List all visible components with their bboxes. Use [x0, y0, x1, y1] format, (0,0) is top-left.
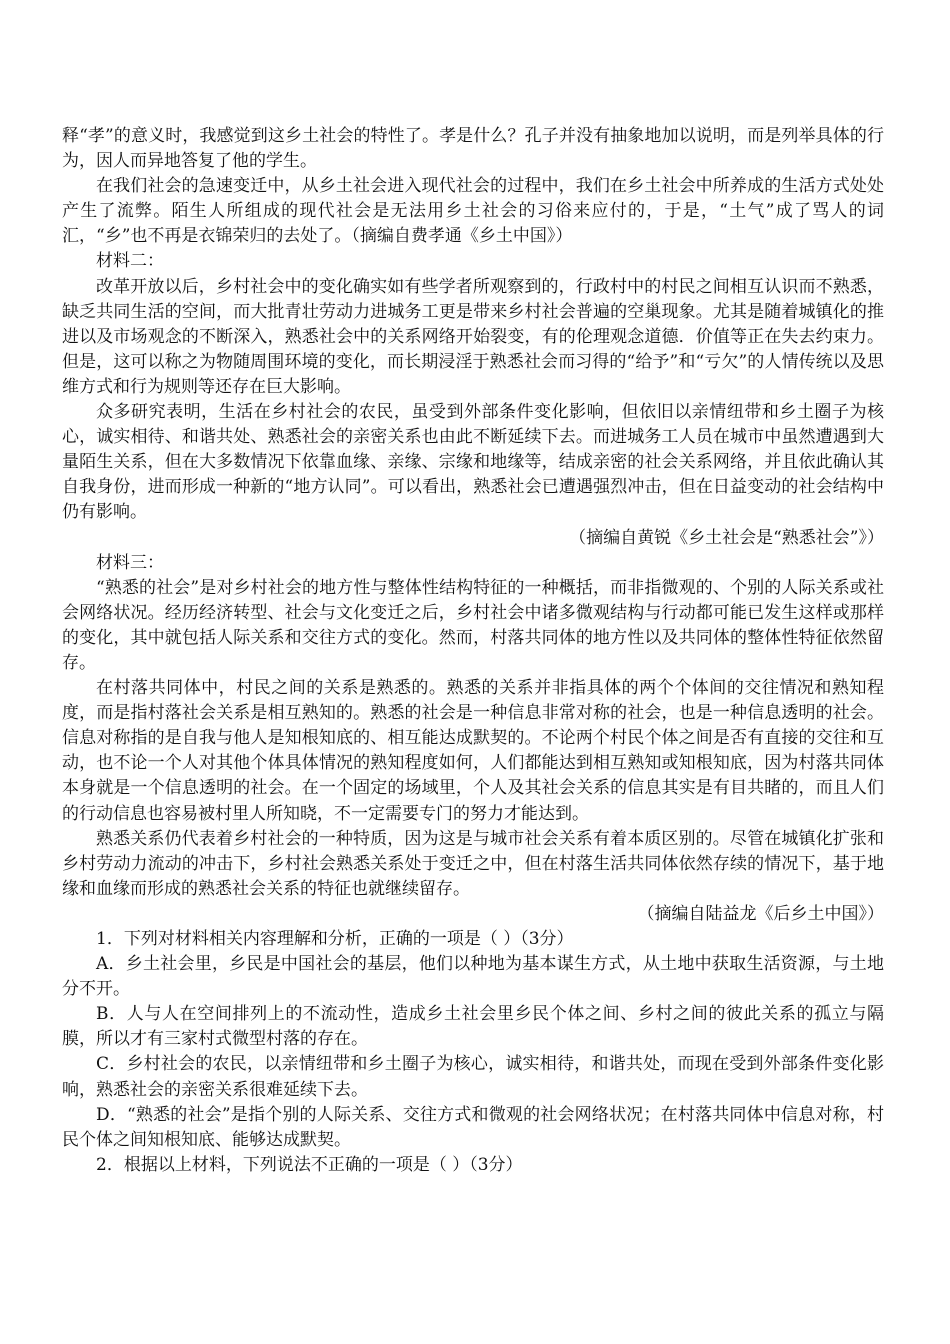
material3-paragraph-3: 熟悉关系仍代表着乡村社会的一种特质，因为这是与城市社会关系有着本质区别的。尽管在城镇化扩张和乡村劳动力流动的冲击下，乡村社会熟悉关系处于变迁之中，但在村落生活共同体依然存续的情况下，基于地缘和血缘而形成的熟悉社会关系的特征也就继续留存。: [62, 828, 884, 899]
question-2: 2．根据以上材料，下列说法不正确的一项是（ ）（3分）: [96, 1154, 523, 1175]
material2-paragraph-1: 改革开放以后，乡村社会中的变化确实如有些学者所观察到的，行政村中的村民之间相互认识而不熟悉，缺乏共同生活的空间，而大批青壮劳动力进城务工更是带来乡村社会普遍的空巢现象。尤其是随着城镇化的推进以及市场观念的不断深入，熟悉社会中的关系网络开始裂变，有的伦理观念道德．价值等正在失去约束力。但是，这可以称之为物随周围环境的变化，而长期浸淫于熟悉社会而习得的“给予”和“亏欠”的人情传统以及思维方式和行为规则等还存在巨大影响。: [62, 276, 884, 397]
material2-source: （摘编自黄锐《乡土社会是“熟悉社会”》）: [569, 527, 884, 548]
question-1-option-b: B．人与人在空间排列上的不流动性，造成乡土社会里乡民个体之间、乡村之间的彼此关系的孤立与隔膜，所以才有三家村式微型村落的存在。: [62, 1004, 884, 1050]
material3-source: （摘编自陆益龙《后乡土中国》）: [637, 903, 884, 924]
document-page: [62, 124, 884, 1178]
material2-paragraph-2: 众多研究表明，生活在乡村社会的农民，虽受到外部条件变化影响，但依旧以亲情纽带和乡土圈子为核心，诚实相待、和谐共处、熟悉社会的亲密关系也由此不断延续下去。而进城务工人员在城市中虽然遭遇到大量陌生关系，但在大多数情况下依靠血缘、亲缘、宗缘和地缘等，结成亲密的社会关系网络，并且依此确认其自我身份，进而形成一种新的“地方认同”。可以看出，熟悉社会已遭遇强烈冲击，但在日益变动的社会结构中仍有影响。: [62, 402, 884, 523]
material3-paragraph-1: “熟悉的社会”是对乡村社会的地方性与整体性结构特征的一种概括，而非指微观的、个别的人际关系或社会网络状况。经历经济转型、社会与文化变迁之后，乡村社会中诸多微观结构与行动都可能已发生这样或那样的变化，其中就包括人际关系和交往方式的变化。然而，村落共同体的地方性以及共同体的整体性特征依然留存。: [62, 577, 884, 673]
material3-paragraph-2: 在村落共同体中，村民之间的关系是熟悉的。熟悉的关系并非指具体的两个个体间的交往情况和熟知程度，而是指村落社会关系是相互熟知的。熟悉的社会是一种信息非常对称的社会，也是一种信息透明的社会。信息对称指的是自我与他人是知根知底的、相互能达成默契的。不论两个村民个体之间是否有直接的交往和互动，也不论一个人对其他个体具体情况的熟知程度如何，人们都能达到相互熟知或知根知底，因为村落共同体本身就是一个信息透明的社会。在一个固定的场域里，个人及其社会关系的信息其实是有目共睹的，而且人们的行动信息也容易被村里人所知晓，不一定需要专门的努力才能达到。: [62, 678, 884, 824]
question-1: 1．下列对材料相关内容理解和分析，正确的一项是（ ）（3分）: [96, 929, 574, 949]
question-1-option-a: A．乡土社会里，乡民是中国社会的基层，他们以种地为基本谋生方式，从土地中获取生活资源，与土地分不开。: [62, 954, 884, 1000]
question-1-option-c: C．乡村社会的农民，以亲情纽带和乡土圈子为核心，诚实相待，和谐共处，而现在受到外部条件变化影响，熟悉社会的亲密关系很难延续下去。: [62, 1054, 884, 1100]
question-1-option-d: D．“熟悉的社会”是指个别的人际关系、交往方式和微观的社会网络状况；在村落共同体中信息对称，村民个体之间知根知底、能够达成默契。: [62, 1104, 884, 1150]
material1-paragraph-continued: 释“孝”的意义时，我感觉到这乡土社会的特性了。孝是什么？孔子并没有抽象地加以说明，而是列举具体的行为，因人而异地答复了他的学生。: [62, 126, 884, 172]
material3-label: 材料三：: [96, 552, 164, 573]
material2-label: 材料二：: [96, 251, 164, 272]
material1-paragraph-2: 在我们社会的急速变迁中，从乡土社会进入现代社会的过程中，我们在乡土社会中所养成的生活方式处处产生了流弊。陌生人所组成的现代社会是无法用乡土社会的习俗来应付的，于是，“土气”成了骂人的词汇，“乡”也不再是衣锦荣归的去处了。（摘编自费孝通《乡土中国》）: [62, 176, 884, 247]
